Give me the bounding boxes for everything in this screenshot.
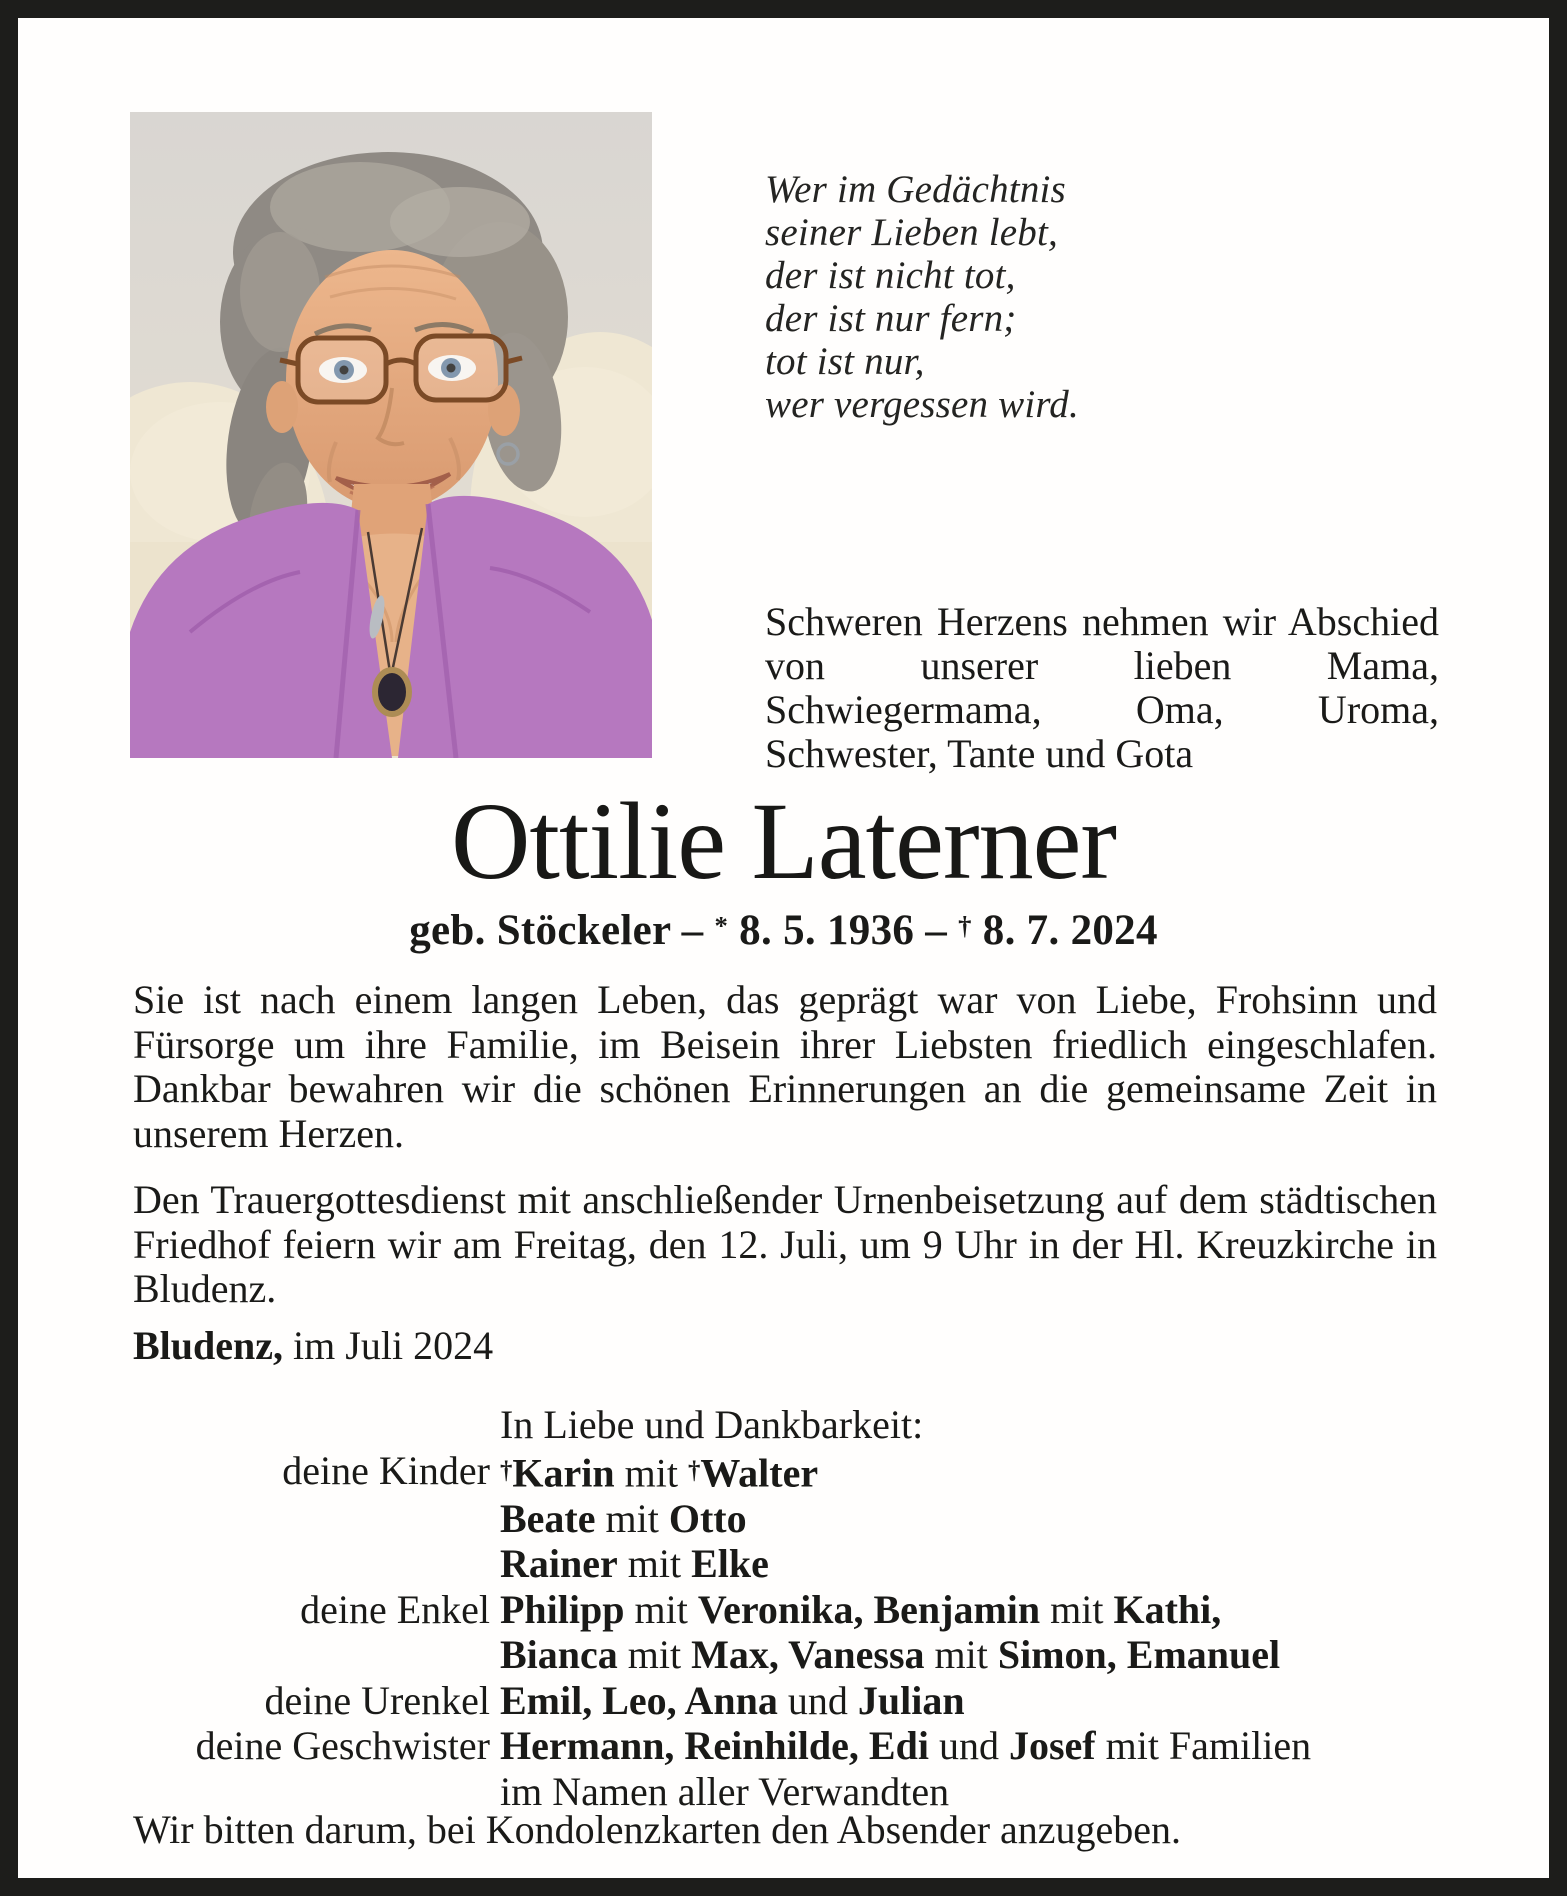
poem-line: der ist nicht tot,: [765, 254, 1016, 297]
family-row-great-grandchildren: [133, 1678, 1437, 1724]
portrait-illustration: [130, 112, 652, 758]
family-row-children: [133, 1448, 1437, 1496]
birth-star-symbol: *: [714, 910, 729, 941]
family-row-children: [133, 1541, 1437, 1587]
dateline-date: im Juli 2024: [283, 1323, 494, 1368]
condolence-request: Wir bitten darum, bei Kondolenzkarten den Absender anzugeben.: [133, 1807, 1182, 1852]
family-names: Hermann, Reinhilde, Edi und Josef mit Familien: [500, 1723, 1312, 1769]
dateline-place: Bludenz,: [133, 1323, 284, 1368]
dateline: [133, 1322, 493, 1369]
family-relation-label: deine Kinder: [282, 1447, 490, 1493]
obituary-paragraph-1: Sie ist nach einem langen Leben, das geprägt war von Liebe, Frohsinn und Fürsorge um ihre Familie, im Beisein ihrer Liebsten friedlich eingeschlafen. Dankbar bewahren wir die schönen Erinnerungen an die gemeinsame Zeit in unserem Herzen.: [133, 977, 1437, 1156]
oval-pendant: [375, 670, 409, 714]
mourning-family-list: [133, 1402, 1437, 1814]
family-row-grandchildren: [133, 1587, 1437, 1633]
death-dagger-symbol: †: [958, 910, 972, 941]
family-row-children: [133, 1496, 1437, 1542]
poem-line: Wer im Gedächtnis: [765, 168, 1066, 211]
poem-line: wer vergessen wird.: [765, 383, 1079, 426]
family-names: Emil, Leo, Anna und Julian: [500, 1677, 965, 1723]
family-relation-label: [133, 1632, 490, 1678]
poem-line: seiner Lieben lebt,: [765, 211, 1058, 254]
deceased-name: Ottilie Laterner: [450, 780, 1117, 902]
family-heading-row: [133, 1402, 1437, 1448]
poem-line: der ist nur fern;: [765, 297, 1017, 340]
death-date: 8. 7. 2024: [971, 907, 1158, 954]
family-relation-label: [133, 1541, 490, 1587]
family-footer: im Namen aller Verwandten: [500, 1768, 950, 1814]
family-row-siblings: [133, 1723, 1437, 1769]
birth-death-line: [0, 906, 1567, 955]
poem-line: tot ist nur,: [765, 340, 925, 383]
obituary-paragraph-2: Den Trauergottesdienst mit anschließender Urnenbeisetzung auf dem städtischen Friedhof feiern wir am Freitag, den 12. Juli, um 9 Uhr in der Hl. Kreuzkirche in Bludenz.: [133, 1177, 1437, 1311]
family-row-grandchildren: [133, 1632, 1437, 1678]
family-names: Philipp mit Veronika, Benjamin mit Kathi,: [500, 1586, 1222, 1632]
family-relation-label: [133, 1496, 490, 1542]
family-names: Beate mit Otto: [500, 1495, 747, 1541]
left-ear: [266, 381, 298, 433]
memorial-poem: [765, 168, 1079, 426]
birth-name: geb. Stöckeler –: [409, 907, 715, 954]
family-heading: In Liebe und Dankbarkeit:: [500, 1402, 924, 1447]
family-names: †Karin mit †Walter: [500, 1450, 819, 1496]
family-relation-label: deine Enkel: [300, 1586, 490, 1632]
family-relation-label: deine Urenkel: [264, 1677, 490, 1723]
birth-date: 8. 5. 1936 –: [728, 907, 959, 954]
family-relation-label: deine Geschwister: [195, 1723, 490, 1769]
farewell-intro: Schweren Herzens nehmen wir Abschied von unserer lieben Mama, Schwiegermama, Oma, Uroma, Schwester, Tante und Gota: [765, 599, 1439, 776]
portrait-photo: [130, 112, 652, 758]
family-names: Bianca mit Max, Vanessa mit Simon, Emanuel: [500, 1632, 1281, 1678]
family-names: Rainer mit Elke: [500, 1541, 769, 1587]
